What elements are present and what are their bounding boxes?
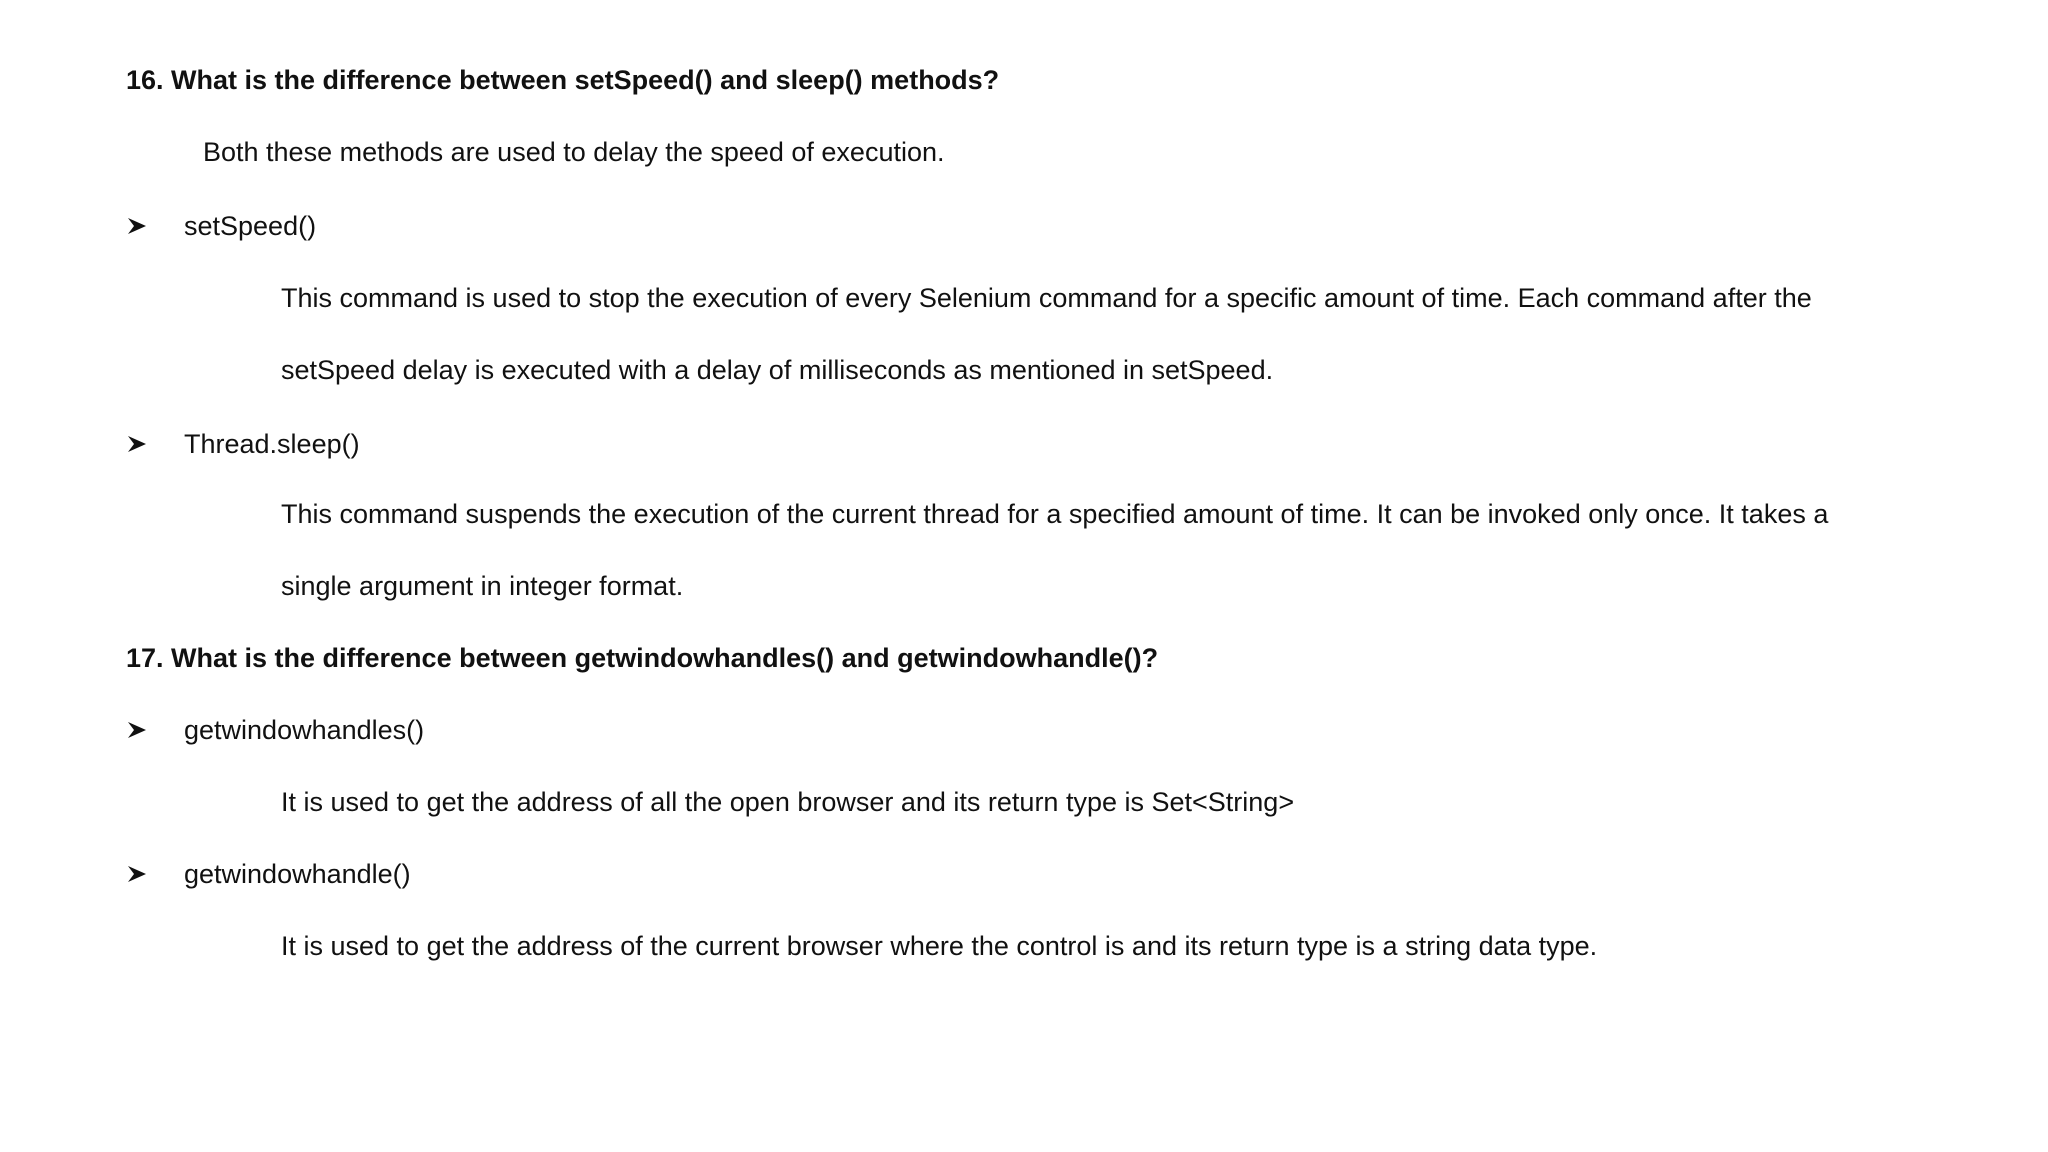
thread-sleep-description-line-2: single argument in integer format. <box>281 571 684 601</box>
bullet-item-getwindowhandle <box>126 856 411 892</box>
bullet-label: getwindowhandle() <box>184 859 411 889</box>
bullet-item-thread-sleep <box>126 426 360 462</box>
arrowhead-bullet-icon <box>126 433 148 455</box>
question-16-intro: Both these methods are used to delay the speed of execution. <box>203 137 945 167</box>
question-16-heading: 16. What is the difference between setSpeed() and sleep() methods? <box>126 65 1000 95</box>
arrowhead-bullet-icon <box>126 719 148 741</box>
arrowhead-bullet-icon <box>126 863 148 885</box>
getwindowhandles-description: It is used to get the address of all the open browser and its return type is Set<String> <box>281 787 1295 817</box>
getwindowhandle-description: It is used to get the address of the current browser where the control is and its return type is a string data type. <box>281 931 1598 961</box>
bullet-item-getwindowhandles <box>126 712 424 748</box>
bullet-item-setspeed <box>126 208 316 244</box>
bullet-label: Thread.sleep() <box>184 429 360 459</box>
arrowhead-bullet-icon <box>126 215 148 237</box>
bullet-label: setSpeed() <box>184 211 317 241</box>
setspeed-description-line-1: This command is used to stop the execution of every Selenium command for a specific amount of time. Each command after the <box>281 283 1812 313</box>
thread-sleep-description-line-1: This command suspends the execution of the current thread for a specified amount of time. It can be invoked only once. It takes a <box>281 499 1829 529</box>
question-17-heading: 17. What is the difference between getwindowhandles() and getwindowhandle()? <box>126 643 1159 673</box>
setspeed-description-line-2: setSpeed delay is executed with a delay of milliseconds as mentioned in setSpeed. <box>281 355 1274 385</box>
bullet-label: getwindowhandles() <box>184 715 425 745</box>
